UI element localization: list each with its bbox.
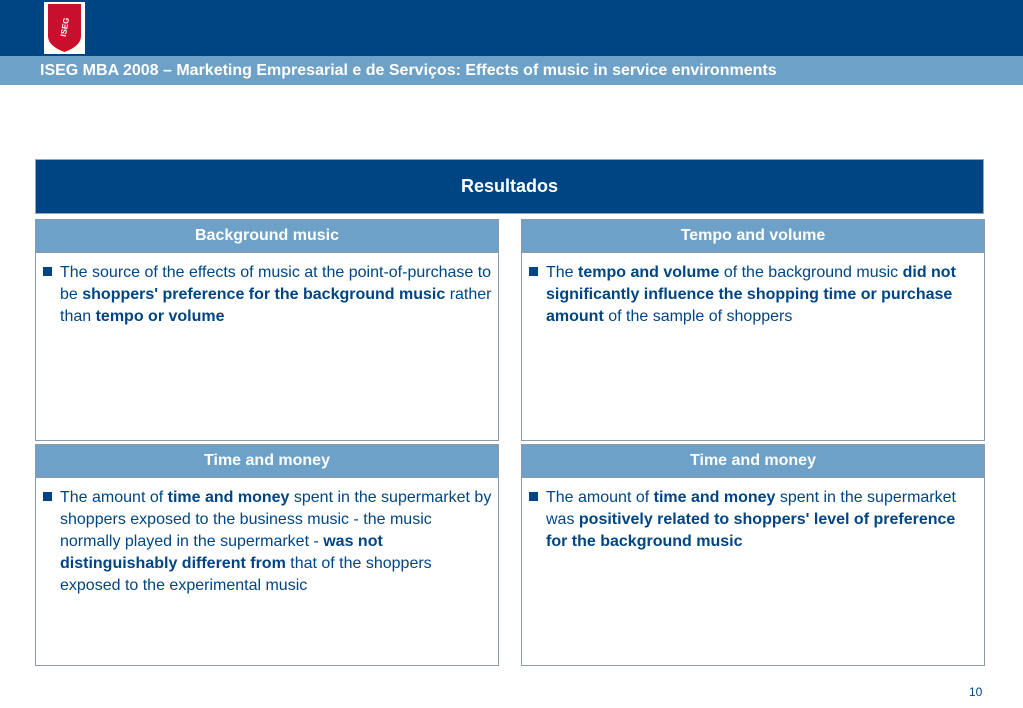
- page-number: 10: [969, 685, 983, 699]
- bullet-square-icon: [529, 492, 538, 501]
- page-title: ISEG MBA 2008 – Marketing Empresarial e de Serviços: Effects of music in service environments: [40, 62, 777, 79]
- bullet-square-icon: [43, 492, 52, 501]
- panel-background-music: [35, 219, 499, 441]
- panel-text: The tempo and volume of the background music did not significantly influence the shopping time or purchase amount of the sample of shoppers: [522, 253, 984, 328]
- panel-time-money-left: [35, 444, 499, 666]
- section-title: Resultados: [35, 159, 984, 214]
- top-bar: [0, 0, 1023, 56]
- panel-heading: Time and money: [36, 445, 498, 478]
- panel-heading: Tempo and volume: [522, 220, 984, 253]
- iseg-logo: [44, 2, 85, 54]
- bullet-square-icon: [529, 267, 538, 276]
- panel-tempo-volume: [521, 219, 985, 441]
- bullet-square-icon: [43, 267, 52, 276]
- panel-text: The amount of time and money spent in the supermarket by shoppers exposed to the business music - the music normally played in the supermarket - was not distinguishably different from that of the shoppers exposed to the experimental music: [36, 478, 498, 597]
- panel-text: The amount of time and money spent in the supermarket was positively related to shoppers' level of preference for the background music: [522, 478, 984, 553]
- panel-text: The source of the effects of music at the point-of-purchase to be shoppers' preference for the background music rather than tempo or volume: [36, 253, 498, 328]
- panel-time-money-right: [521, 444, 985, 666]
- panel-heading: Background music: [36, 220, 498, 253]
- svg-text:ISEG: ISEG: [58, 16, 72, 38]
- panel-heading: Time and money: [522, 445, 984, 478]
- title-bar: [0, 56, 1023, 85]
